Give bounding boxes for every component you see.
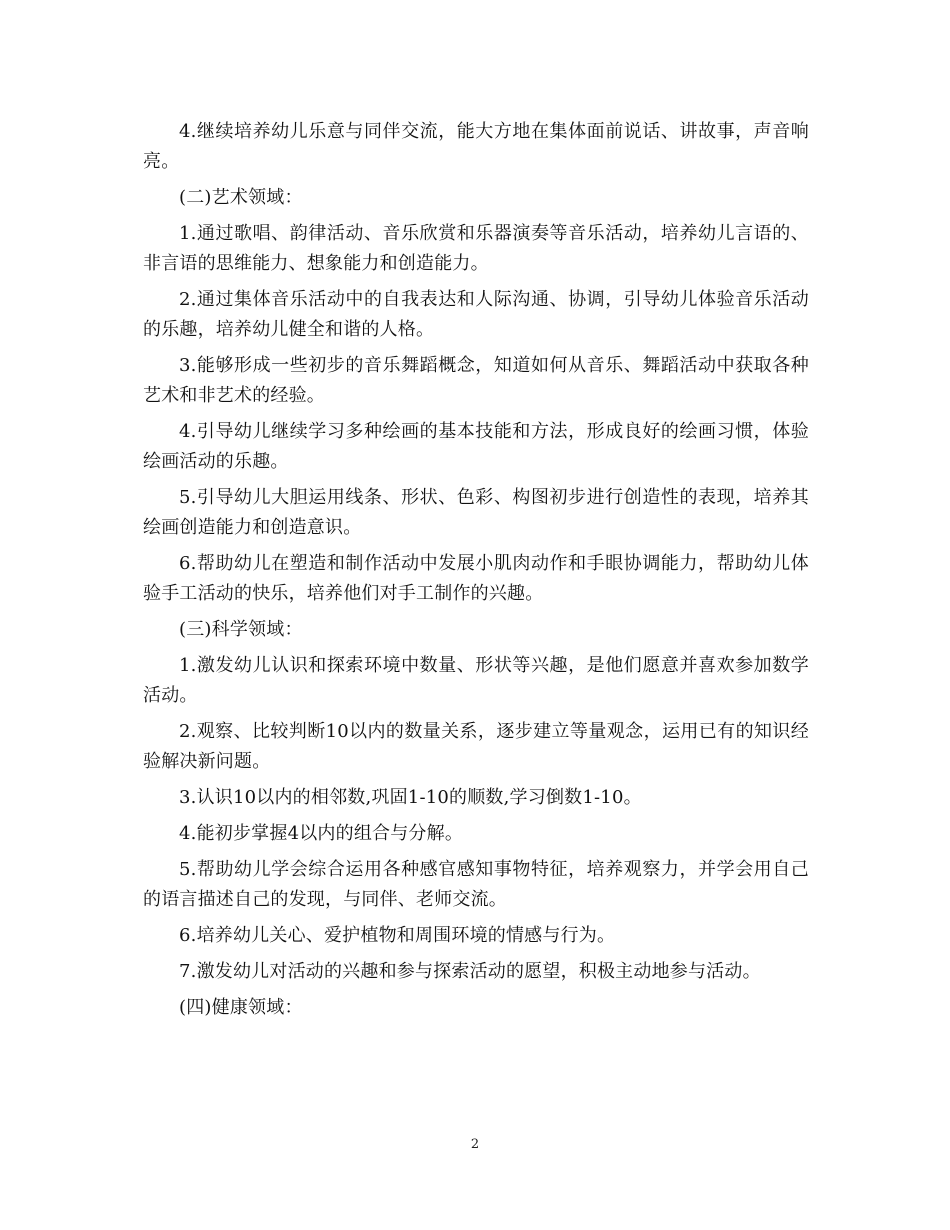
section-heading-health: (四)健康领域： (179, 997, 303, 1018)
paragraph-science-item-2: 2.观察、比较判断10以内的数量关系，逐步建立等量观念，运用已有的知识经验解决新问题。 (143, 721, 809, 772)
paragraph-science-item-3: 3.认识10以内的相邻数,巩固1-10的顺数,学习倒数1-10。 (179, 787, 642, 808)
section-heading-science: (三)科学领域： (179, 619, 303, 640)
page-number: 2 (470, 1137, 480, 1152)
paragraph-science-item-1: 1.激发幼儿认识和探索环境中数量、形状等兴趣，是他们愿意并喜欢参加数学活动。 (143, 655, 809, 706)
paragraph-science-item-7: 7.激发幼儿对活动的兴趣和参与探索活动的愿望，积极主动地参与活动。 (179, 961, 761, 982)
paragraph-art-item-2: 2.通过集体音乐活动中的自我表达和人际沟通、协调，引导幼儿体验音乐活动的乐趣，培养幼儿健全和谐的人格。 (143, 289, 809, 340)
paragraph-art-item-6: 6.帮助幼儿在塑造和制作活动中发展小肌肉动作和手眼协调能力，帮助幼儿体验手工活动的快乐，培养他们对手工制作的兴趣。 (143, 553, 809, 604)
paragraph-art-item-4: 4.引导幼儿继续学习多种绘画的基本技能和方法，形成良好的绘画习惯，体验绘画活动的乐趣。 (143, 421, 809, 472)
paragraph-language-item-4: 4.继续培养幼儿乐意与同伴交流，能大方地在集体面前说话、讲故事，声音响亮。 (143, 121, 809, 172)
paragraph-art-item-5: 5.引导幼儿大胆运用线条、形状、色彩、构图初步进行创造性的表现，培养其绘画创造能力和创造意识。 (143, 487, 809, 538)
paragraph-art-item-1: 1.通过歌唱、韵律活动、音乐欣赏和乐器演奏等音乐活动，培养幼儿言语的、非言语的思维能力、想象能力和创造能力。 (143, 223, 809, 274)
paragraph-science-item-6: 6.培养幼儿关心、爱护植物和周围环境的情感与行为。 (179, 925, 616, 946)
paragraph-science-item-4: 4.能初步掌握4以内的组合与分解。 (179, 823, 464, 844)
paragraph-science-item-5: 5.帮助幼儿学会综合运用各种感官感知事物特征，培养观察力，并学会用自己的语言描述自己的发现，与同伴、老师交流。 (143, 859, 809, 910)
paragraph-art-item-3: 3.能够形成一些初步的音乐舞蹈概念，知道如何从音乐、舞蹈活动中获取各种艺术和非艺术的经验。 (143, 355, 809, 406)
document-body (143, 117, 809, 1029)
section-heading-art: (二)艺术领域： (179, 187, 303, 208)
